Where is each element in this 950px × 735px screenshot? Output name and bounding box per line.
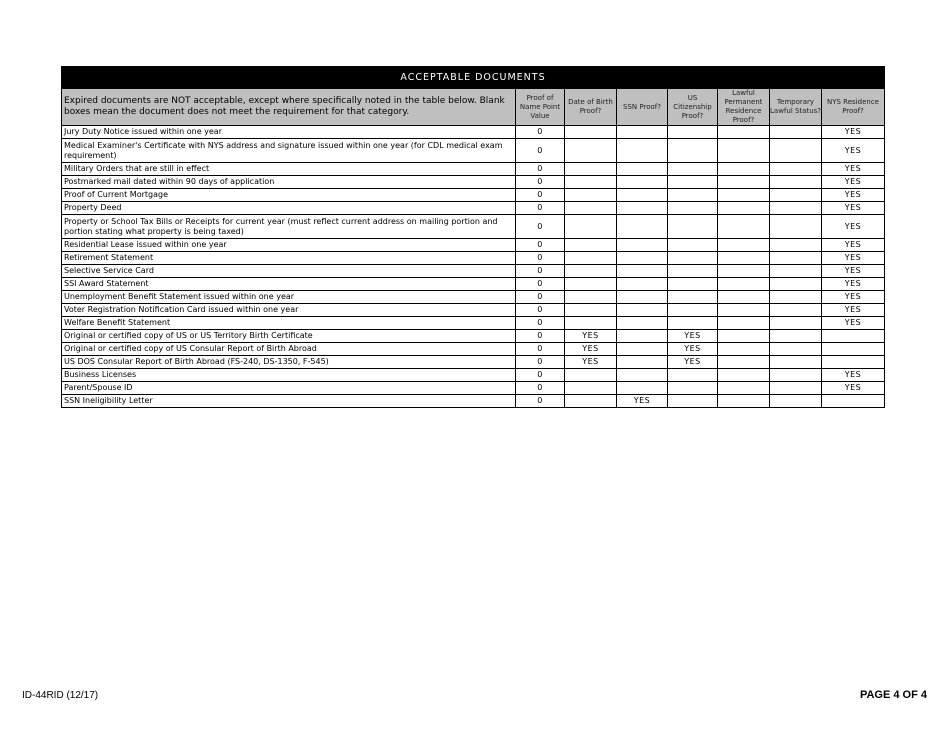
cell-dob [565,163,617,176]
cell-ssn [617,291,668,304]
cell-points: 0 [516,239,565,252]
cell-points: 0 [516,126,565,139]
cell-temp [770,330,822,343]
cell-nys: YES [822,215,885,239]
table-row [62,291,885,304]
cell-lpr [718,369,770,382]
cell-citizen [668,265,718,278]
column-header-ssn: SSN Proof? [617,89,668,126]
cell-nys [822,356,885,369]
document-name: Retirement Statement [62,252,516,265]
cell-ssn [617,330,668,343]
cell-points: 0 [516,291,565,304]
table-row [62,395,885,408]
document-name: SSN Ineligibility Letter [62,395,516,408]
cell-nys: YES [822,278,885,291]
cell-ssn [617,189,668,202]
cell-ssn [617,369,668,382]
document-name: US DOS Consular Report of Birth Abroad (FS-240, DS-1350, F-545) [62,356,516,369]
cell-ssn [617,202,668,215]
cell-temp [770,202,822,215]
document-name: Proof of Current Mortgage [62,189,516,202]
cell-points: 0 [516,176,565,189]
cell-temp [770,189,822,202]
cell-citizen [668,189,718,202]
document-name: Military Orders that are still in effect [62,163,516,176]
cell-dob [565,265,617,278]
cell-points: 0 [516,317,565,330]
cell-dob [565,252,617,265]
cell-citizen: YES [668,356,718,369]
cell-citizen: YES [668,343,718,356]
cell-temp [770,291,822,304]
cell-ssn [617,126,668,139]
cell-nys: YES [822,317,885,330]
cell-dob [565,278,617,291]
table-row [62,382,885,395]
cell-nys: YES [822,126,885,139]
cell-nys: YES [822,176,885,189]
cell-points: 0 [516,163,565,176]
cell-points: 0 [516,252,565,265]
cell-points: 0 [516,343,565,356]
cell-lpr [718,139,770,163]
cell-temp [770,139,822,163]
cell-nys: YES [822,163,885,176]
cell-lpr [718,317,770,330]
cell-temp [770,278,822,291]
table-row [62,139,885,163]
cell-dob: YES [565,356,617,369]
cell-lpr [718,252,770,265]
column-header-citizenship: US Citizenship Proof? [668,89,718,126]
cell-lpr [718,330,770,343]
cell-nys: YES [822,265,885,278]
cell-temp [770,163,822,176]
cell-citizen [668,126,718,139]
cell-lpr [718,126,770,139]
cell-points: 0 [516,356,565,369]
table-row [62,278,885,291]
table-row [62,356,885,369]
cell-dob [565,202,617,215]
cell-lpr [718,343,770,356]
document-name: Original or certified copy of US or US Territory Birth Certificate [62,330,516,343]
cell-ssn [617,252,668,265]
cell-temp [770,356,822,369]
document-name: Selective Service Card [62,265,516,278]
cell-ssn [617,139,668,163]
cell-nys [822,395,885,408]
cell-points: 0 [516,395,565,408]
cell-temp [770,126,822,139]
cell-temp [770,215,822,239]
document-name: Parent/Spouse ID [62,382,516,395]
cell-citizen [668,176,718,189]
cell-temp [770,382,822,395]
table-row [62,189,885,202]
document-name: Unemployment Benefit Statement issued within one year [62,291,516,304]
cell-nys: YES [822,252,885,265]
table-row [62,239,885,252]
cell-dob [565,139,617,163]
cell-lpr [718,304,770,317]
table-row [62,265,885,278]
document-name: Property or School Tax Bills or Receipts for current year (must reflect current address on mailing portion and portion stating what property is being taxed) [62,215,516,239]
cell-temp [770,304,822,317]
cell-lpr [718,395,770,408]
cell-dob [565,382,617,395]
cell-dob: YES [565,343,617,356]
cell-temp [770,395,822,408]
cell-temp [770,239,822,252]
cell-nys: YES [822,202,885,215]
document-name: Original or certified copy of US Consular Report of Birth Abroad [62,343,516,356]
cell-temp [770,252,822,265]
table-row [62,215,885,239]
cell-dob [565,395,617,408]
cell-ssn [617,265,668,278]
cell-citizen [668,202,718,215]
cell-temp [770,265,822,278]
cell-dob [565,369,617,382]
cell-ssn [617,239,668,252]
cell-points: 0 [516,278,565,291]
cell-lpr [718,163,770,176]
column-header-dob: Date of Birth Proof? [565,89,617,126]
cell-temp [770,343,822,356]
document-name: Voter Registration Notification Card issued within one year [62,304,516,317]
table-row [62,317,885,330]
cell-dob [565,176,617,189]
cell-lpr [718,239,770,252]
document-name: Medical Examiner's Certificate with NYS address and signature issued within one year (for CDL medical exam requirement) [62,139,516,163]
cell-points: 0 [516,382,565,395]
cell-ssn [617,176,668,189]
table-row [62,163,885,176]
cell-ssn [617,382,668,395]
cell-points: 0 [516,330,565,343]
cell-ssn [617,304,668,317]
cell-lpr [718,202,770,215]
cell-nys: YES [822,369,885,382]
cell-nys [822,330,885,343]
form-code: ID-44RID (12/17) [22,690,99,701]
table-row [62,176,885,189]
cell-dob: YES [565,330,617,343]
cell-nys: YES [822,304,885,317]
document-name: Residential Lease issued within one year [62,239,516,252]
cell-citizen [668,369,718,382]
column-header-temporary: Temporary Lawful Status? [770,89,822,126]
cell-temp [770,176,822,189]
table-body [62,126,885,408]
cell-ssn [617,215,668,239]
cell-lpr [718,382,770,395]
cell-dob [565,291,617,304]
cell-dob [565,189,617,202]
page-number: PAGE 4 OF 4 [859,689,927,701]
document-name: Business Licenses [62,369,516,382]
document-name: SSI Award Statement [62,278,516,291]
table-row [62,202,885,215]
table-note: Expired documents are NOT acceptable, except where specifically noted in the table below. Blank boxes mean the document does not meet the requirement for that category. [62,89,516,126]
cell-temp [770,369,822,382]
cell-citizen [668,215,718,239]
table-row [62,369,885,382]
table-row [62,343,885,356]
cell-lpr [718,356,770,369]
cell-lpr [718,176,770,189]
cell-citizen [668,382,718,395]
cell-points: 0 [516,304,565,317]
table-row [62,252,885,265]
cell-dob [565,304,617,317]
cell-citizen [668,317,718,330]
cell-dob [565,317,617,330]
cell-points: 0 [516,369,565,382]
cell-dob [565,239,617,252]
cell-points: 0 [516,139,565,163]
cell-nys: YES [822,239,885,252]
cell-ssn [617,343,668,356]
cell-points: 0 [516,202,565,215]
cell-citizen [668,304,718,317]
cell-points: 0 [516,189,565,202]
column-header-lpr: Lawful Permanent Residence Proof? [718,89,770,126]
cell-temp [770,317,822,330]
cell-nys: YES [822,291,885,304]
cell-ssn [617,278,668,291]
cell-lpr [718,215,770,239]
cell-nys [822,343,885,356]
table-row [62,330,885,343]
cell-points: 0 [516,265,565,278]
cell-lpr [718,189,770,202]
cell-dob [565,215,617,239]
cell-nys: YES [822,139,885,163]
table-row [62,126,885,139]
column-header-nys-residence: NYS Residence Proof? [822,89,885,126]
cell-citizen [668,278,718,291]
cell-nys: YES [822,189,885,202]
cell-citizen [668,139,718,163]
acceptable-documents-table [61,66,885,408]
cell-lpr [718,265,770,278]
table-title: ACCEPTABLE DOCUMENTS [62,67,885,89]
document-name: Jury Duty Notice issued within one year [62,126,516,139]
cell-citizen [668,395,718,408]
cell-lpr [718,278,770,291]
cell-nys: YES [822,382,885,395]
cell-citizen [668,291,718,304]
document-name: Welfare Benefit Statement [62,317,516,330]
cell-dob [565,126,617,139]
cell-ssn: YES [617,395,668,408]
column-header-points: Proof of Name Point Value [516,89,565,126]
table-row [62,304,885,317]
cell-citizen [668,163,718,176]
cell-points: 0 [516,215,565,239]
document-name: Postmarked mail dated within 90 days of application [62,176,516,189]
cell-citizen [668,239,718,252]
cell-ssn [617,163,668,176]
cell-lpr [718,291,770,304]
cell-citizen: YES [668,330,718,343]
cell-ssn [617,356,668,369]
cell-ssn [617,317,668,330]
document-name: Property Deed [62,202,516,215]
cell-citizen [668,252,718,265]
